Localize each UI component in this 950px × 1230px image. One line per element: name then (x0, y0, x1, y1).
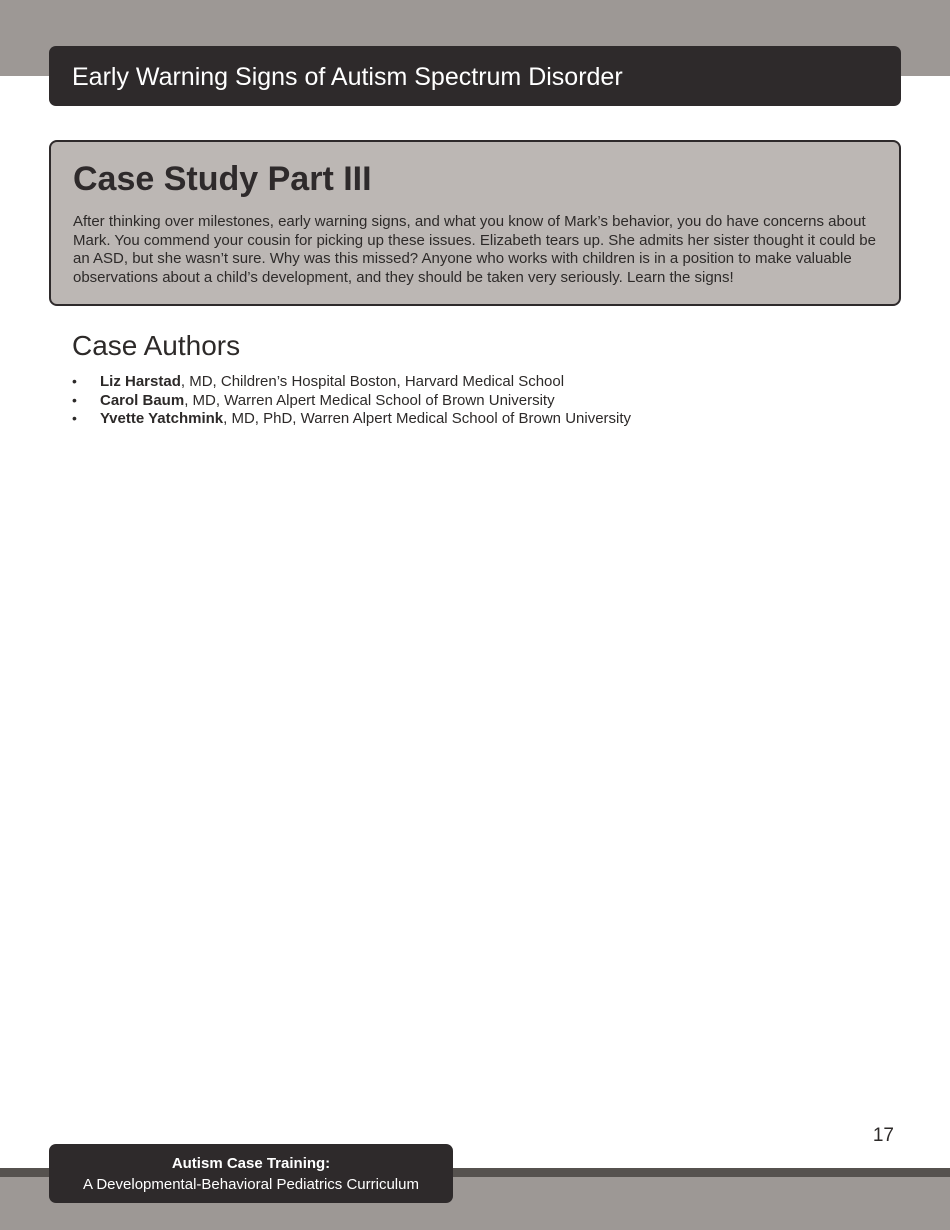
author-affiliation: , MD, Warren Alpert Medical School of Brown University (184, 391, 555, 409)
bullet-icon: • (72, 410, 77, 426)
footer-subtitle: A Developmental-Behavioral Pediatrics Curriculum (83, 1176, 419, 1193)
author-name: Liz Harstad (100, 373, 181, 390)
page-number: 17 (872, 1125, 894, 1146)
author-affiliation: , MD, Children’s Hospital Boston, Harvard Medical School (180, 373, 565, 390)
case-study-title: Case Study Part III (73, 160, 372, 198)
author-item (72, 410, 631, 429)
bullet-icon: • (72, 391, 77, 408)
header-bar (49, 46, 901, 106)
case-study-box (49, 140, 901, 306)
footer-title: Autism Case Training: (171, 1155, 331, 1172)
bullet-icon: • (72, 373, 77, 389)
header-title: Early Warning Signs of Autism Spectrum Disorder (72, 63, 623, 91)
author-name: Carol Baum (100, 391, 185, 409)
footer-box (49, 1144, 453, 1203)
author-item (72, 392, 631, 411)
case-study-body: After thinking over milestones, early warning signs, and what you know of Mark’s behavior, you do have concerns about Mark. You commend your cousin for picking up these issues. Elizabeth tears up. She admits her sister thought it could be an ASD, but she wasn’t sure. Why was this missed? Anyone who works with children is in a position to make valuable observations about a child’s development, and they should be taken very seriously. Learn the signs! (73, 213, 876, 286)
author-item (72, 373, 631, 392)
author-name: Yvette Yatchmink (100, 410, 224, 427)
author-affiliation: , MD, PhD, Warren Alpert Medical School of Brown University (223, 410, 632, 427)
case-authors-list (72, 373, 631, 429)
case-authors-heading: Case Authors (72, 330, 241, 361)
